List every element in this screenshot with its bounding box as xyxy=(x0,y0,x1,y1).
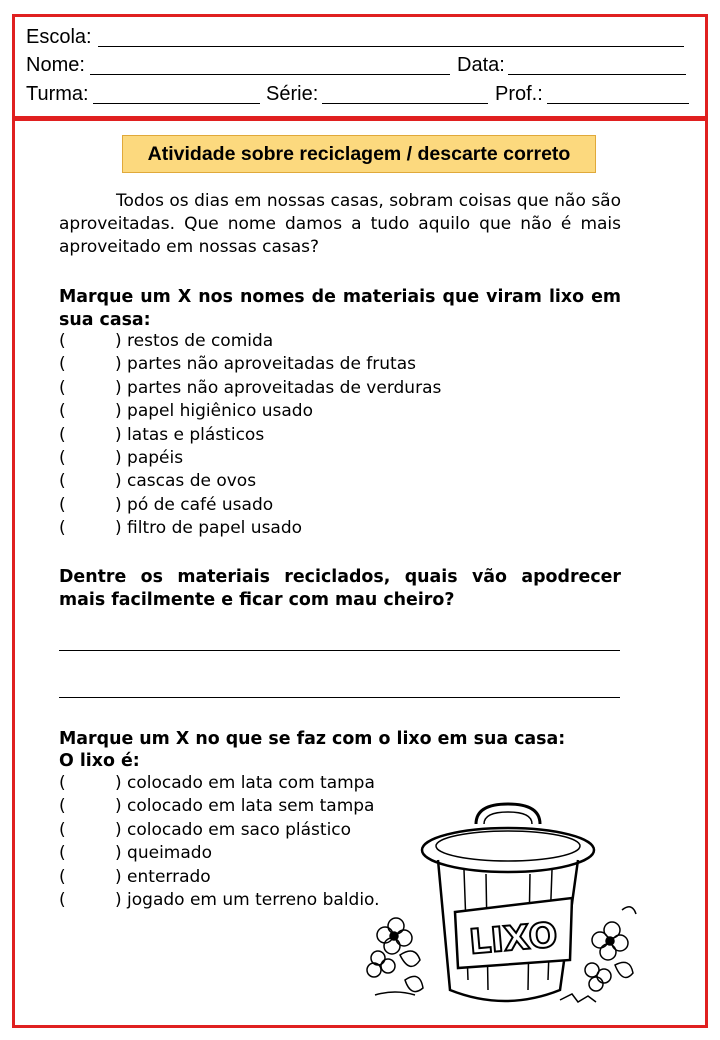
trash-can-illustration xyxy=(360,790,640,1015)
question1-prompt: Marque um X nos nomes de materiais que viram lixo em sua casa: xyxy=(59,287,621,330)
school-label: Escola: xyxy=(26,26,92,48)
lixo-label: LIXO xyxy=(467,915,560,963)
school-field[interactable] xyxy=(98,46,684,47)
answer-line-1[interactable] xyxy=(59,650,620,651)
class-field[interactable] xyxy=(93,103,260,104)
teacher-field[interactable] xyxy=(547,103,689,104)
teacher-label: Prof.: xyxy=(495,83,543,105)
name-field[interactable] xyxy=(90,74,450,75)
question3-subprompt: O lixo é: xyxy=(59,751,140,771)
class-label: Turma: xyxy=(26,83,89,105)
question2-prompt: Dentre os materiais reciclados, quais vão apodrecer mais facilmente e ficar com mau cheiro? xyxy=(59,567,621,610)
date-field[interactable] xyxy=(508,74,686,75)
flower-icon xyxy=(585,907,636,991)
intro-paragraph: Todos os dias em nossas casas, sobram coisas que não são aproveitadas. Que nome damos a tudo aquilo que não é mais aproveitado em nossas casas? xyxy=(59,191,621,257)
activity-title: Atividade sobre reciclagem / descarte correto xyxy=(122,135,596,173)
grade-label: Série: xyxy=(266,83,319,105)
question3-prompt: Marque um X no que se faz com o lixo em sua casa: xyxy=(59,729,566,749)
flower-icon xyxy=(367,918,423,992)
date-label: Data: xyxy=(457,54,505,76)
grade-field[interactable] xyxy=(322,103,488,104)
answer-line-2[interactable] xyxy=(59,697,620,698)
name-label: Nome: xyxy=(26,54,85,76)
